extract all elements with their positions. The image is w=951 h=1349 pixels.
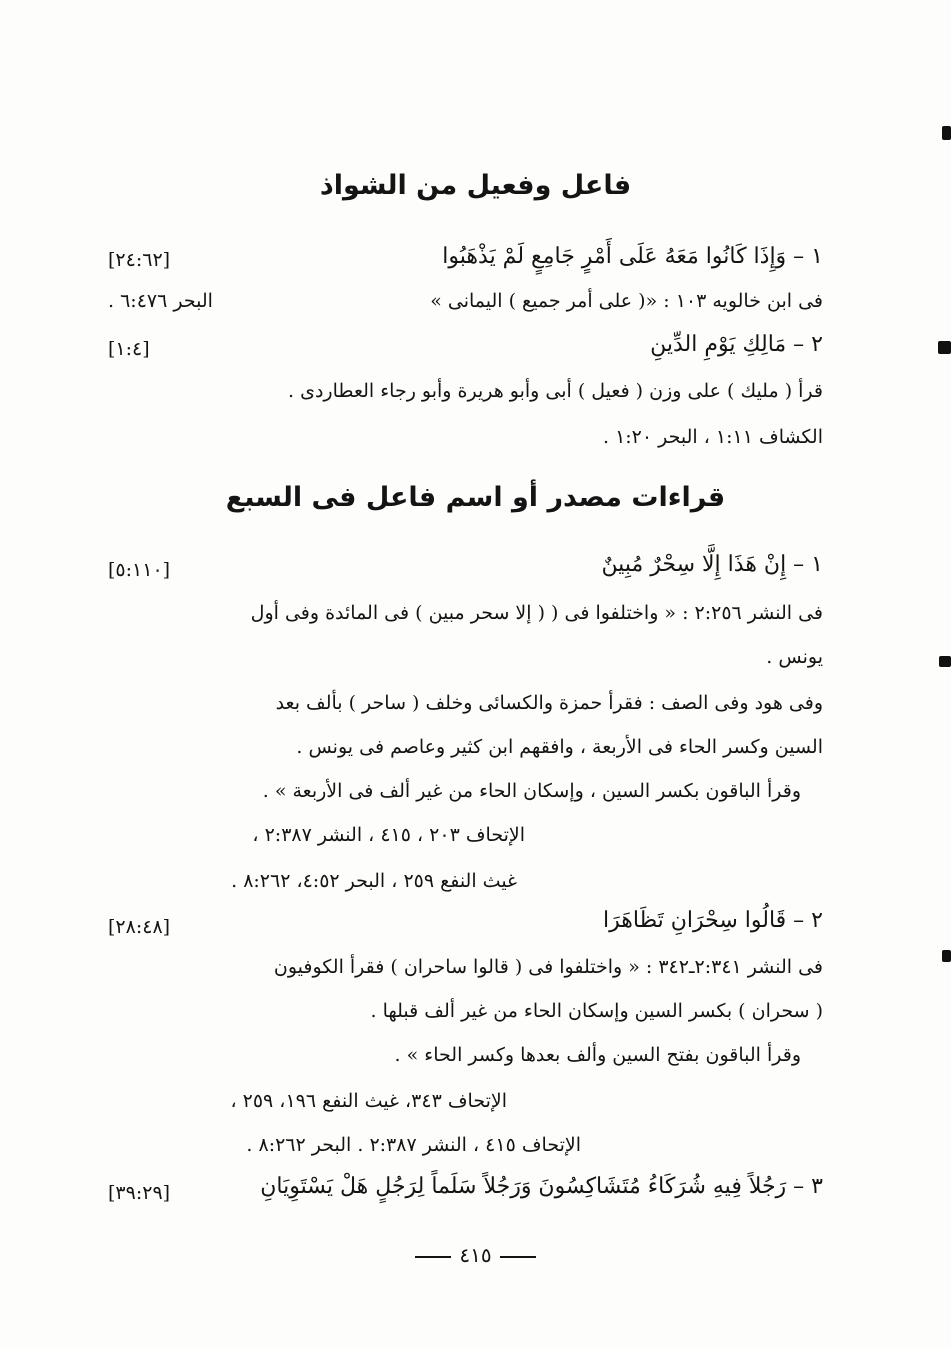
text-line: السين وكسر الحاء فى الأربعة ، وافقهم ابن كثير وعاصم فى يونس .	[296, 736, 823, 758]
text-line: غيث النفع ٢٥٩ ، البحر ٤:٥٢، ٨:٢٦٢ .	[231, 870, 517, 892]
page-number-text: ٤١٥	[459, 1243, 492, 1267]
text-line: ( سحران ) بكسر السين وإسكان الحاء من غير ألف قبلها .	[370, 1000, 823, 1022]
text-line-citation: البحر ٦:٤٧٦ .	[108, 290, 213, 312]
text-line: وفى هود وفى الصف : فقرأ حمزة والكسائى وخلف ( ساحر ) بألف بعد	[275, 692, 823, 714]
verse-reference: [٥:١١٠]	[108, 559, 171, 581]
text-line: يونس .	[766, 646, 823, 668]
verse-line: ٣ – رَجُلاً فِيهِ شُرَكَاءُ مُتَشَاكِسُونَ وَرَجُلاً سَلَماً لِرَجُلٍ هَلْ يَسْتَوِيَانِ	[260, 1174, 823, 1199]
verse-line: ٢ – قَالُوا سِحْرَانِ تَظَاهَرَا	[603, 908, 823, 933]
text-line: وقرأ الباقون بفتح السين وألف بعدها وكسر الحاء » .	[394, 1044, 801, 1066]
verse-line: ٢ – مَالِكِ يَوْمِ الدِّينِ	[650, 332, 823, 357]
scan-edge-mark	[938, 341, 951, 354]
verse-reference: [٣٩:٢٩]	[108, 1182, 171, 1204]
verse-line: ١ – وَإِذَا كَانُوا مَعَهُ عَلَى أَمْرٍ جَامِعٍ لَمْ يَذْهَبُوا	[442, 244, 823, 269]
text-line: فى النشر ٢:٢٥٦ : « واختلفوا فى ( ( إلا سحر مبين ) فى المائدة وفى أول	[250, 602, 823, 624]
text-line: الإتحاف ٢٠٣ ، ٤١٥ ، النشر ٢:٣٨٧ ،	[252, 824, 525, 846]
dash-right	[500, 1256, 536, 1258]
verse-line: ١ – إِنْ هَذَا إِلَّا سِحْرٌ مُبِينٌ	[601, 552, 823, 577]
text-line: فى النشر ٢:٣٤١ـ٣٤٢ : « واختلفوا فى ( قالوا ساحران ) فقرأ الكوفيون	[273, 956, 823, 978]
section-heading-2: قراءات مصدر أو اسم فاعل فى السبع	[225, 482, 726, 513]
text-line: قرأ ( مليك ) على وزن ( فعيل ) أبى وأبو هريرة وأبو رجاء العطاردى .	[288, 380, 823, 402]
text-line: وقرأ الباقون بكسر السين ، وإسكان الحاء من غير ألف فى الأربعة » .	[262, 780, 801, 802]
section-heading-1: فاعل وفعيل من الشواذ	[319, 170, 632, 201]
verse-reference: [٢٨:٤٨]	[108, 916, 171, 938]
scan-edge-mark	[942, 950, 951, 962]
verse-reference: [٢٤:٦٢]	[108, 249, 171, 271]
text-line: الإتحاف ٤١٥ ، النشر ٢:٣٨٧ . البحر ٨:٢٦٢ .	[246, 1134, 581, 1156]
page-number	[0, 1238, 951, 1272]
scan-edge-mark	[939, 656, 951, 667]
dash-left	[415, 1256, 451, 1258]
text-line: الكشاف ١:١١ ، البحر ١:٢٠ .	[602, 426, 823, 448]
verse-reference: [١:٤]	[108, 338, 150, 360]
text-line: فى ابن خالويه ١٠٣ : «( على أمر جميع ) اليمانى »	[430, 290, 823, 312]
text-line: الإتحاف ٣٤٣، غيث النفع ١٩٦، ٢٥٩ ،	[230, 1090, 507, 1112]
scan-edge-mark	[942, 126, 951, 140]
